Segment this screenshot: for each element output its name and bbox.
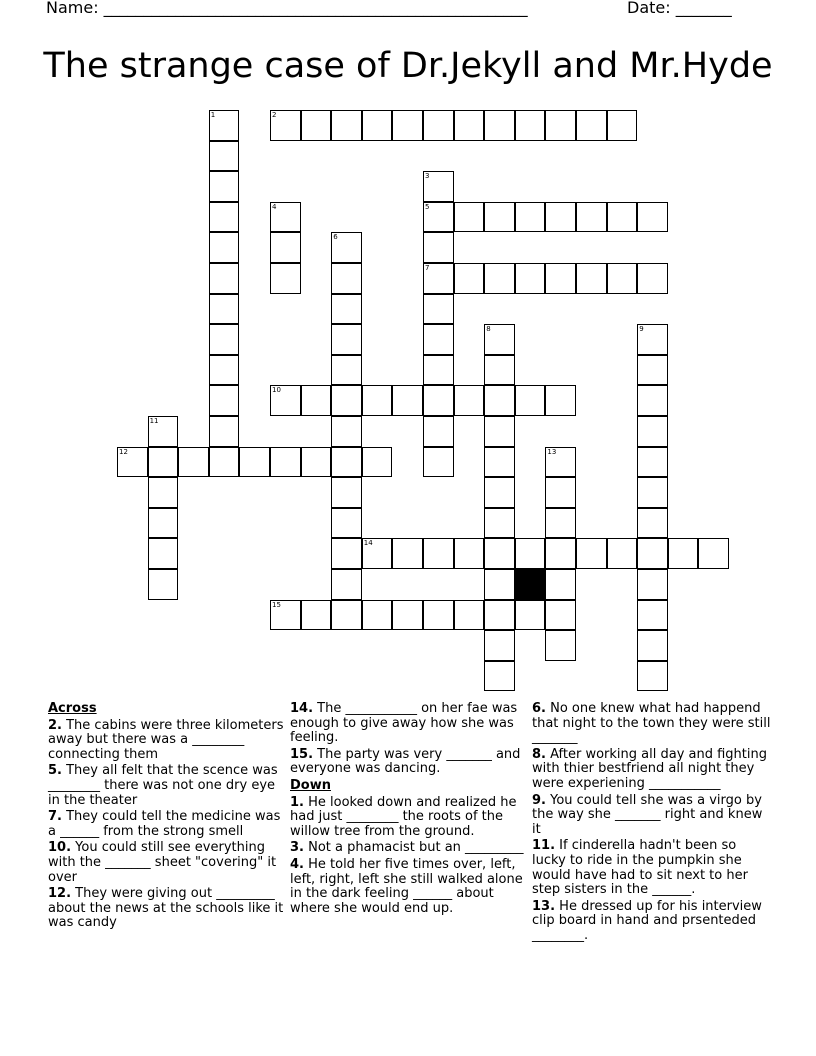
crossword-cell[interactable] bbox=[209, 263, 240, 294]
crossword-cell[interactable] bbox=[484, 202, 515, 233]
crossword-cell[interactable] bbox=[362, 385, 393, 416]
crossword-cell[interactable] bbox=[209, 232, 240, 263]
crossword-cell[interactable] bbox=[331, 416, 362, 447]
crossword-cell[interactable] bbox=[637, 600, 668, 631]
crossword-cell[interactable] bbox=[331, 508, 362, 539]
crossword-cell[interactable] bbox=[698, 538, 729, 569]
crossword-cell[interactable] bbox=[515, 538, 546, 569]
crossword-cell[interactable] bbox=[209, 416, 240, 447]
crossword-cell[interactable] bbox=[331, 385, 362, 416]
clue-item bbox=[290, 858, 526, 916]
crossword-cell[interactable] bbox=[331, 355, 362, 386]
crossword-cell[interactable] bbox=[484, 324, 515, 355]
crossword-cell[interactable] bbox=[270, 202, 301, 233]
clue-list-down-2 bbox=[532, 702, 772, 944]
clue-number: 14. bbox=[290, 701, 314, 716]
crossword-cell[interactable] bbox=[148, 538, 179, 569]
clue-item bbox=[290, 841, 526, 856]
clue-column-3 bbox=[532, 700, 772, 944]
crossword-cell[interactable] bbox=[637, 416, 668, 447]
crossword-cell[interactable] bbox=[270, 447, 301, 478]
crossword-cell[interactable] bbox=[607, 538, 638, 569]
crossword-cell[interactable] bbox=[331, 232, 362, 263]
clue-number: 11. bbox=[532, 838, 556, 854]
clue-number: 8. bbox=[532, 746, 546, 762]
clue-text: No one knew what had happend that night to the town they were still _______ bbox=[532, 701, 771, 746]
crossword-cell[interactable] bbox=[209, 447, 240, 478]
clue-number-label: 11 bbox=[149, 417, 159, 425]
crossword-cell[interactable] bbox=[545, 447, 576, 478]
crossword-cell[interactable] bbox=[637, 538, 668, 569]
crossword-cell[interactable] bbox=[148, 416, 179, 447]
crossword-cell[interactable] bbox=[331, 263, 362, 294]
clue-item bbox=[290, 796, 526, 840]
clue-item bbox=[532, 702, 772, 746]
clue-number: 2. bbox=[48, 717, 62, 733]
crossword-cell[interactable] bbox=[301, 385, 332, 416]
crossword-cell[interactable] bbox=[576, 538, 607, 569]
clue-item bbox=[48, 810, 284, 839]
crossword-cell[interactable] bbox=[454, 600, 485, 631]
crossword-cell[interactable] bbox=[423, 324, 454, 355]
clue-number-label: 10 bbox=[272, 386, 281, 395]
crossword-cell[interactable] bbox=[423, 294, 454, 325]
crossword-cell[interactable] bbox=[484, 477, 515, 508]
crossword-cell[interactable] bbox=[545, 385, 576, 416]
crossword-cell[interactable] bbox=[576, 110, 607, 141]
crossword-cell[interactable] bbox=[362, 110, 393, 141]
crossword-cell[interactable] bbox=[576, 202, 607, 233]
crossword-cell[interactable] bbox=[484, 447, 515, 478]
crossword-cell[interactable] bbox=[148, 447, 179, 478]
clue-number: 9. bbox=[532, 792, 546, 808]
clue-number: 1. bbox=[290, 794, 304, 810]
crossword-cell[interactable] bbox=[178, 447, 209, 478]
clue-item bbox=[48, 764, 284, 808]
clue-number-label: 9 bbox=[639, 325, 644, 334]
crossword-cell[interactable] bbox=[301, 110, 332, 141]
crossword-cell[interactable] bbox=[331, 110, 362, 141]
crossword-cell[interactable] bbox=[423, 232, 454, 263]
crossword-cell[interactable] bbox=[362, 600, 393, 631]
crossword-cell[interactable] bbox=[637, 324, 668, 355]
crossword-cell[interactable] bbox=[423, 538, 454, 569]
crossword-cell[interactable] bbox=[209, 202, 240, 233]
black-square bbox=[515, 569, 546, 600]
clue-text: The ___________ on her fae was enough to give away how she was feeling. bbox=[290, 701, 518, 746]
crossword-cell[interactable] bbox=[637, 477, 668, 508]
clue-text: He looked down and realized he had just ________ the roots of the willow tree from the ground. bbox=[290, 794, 517, 839]
clue-item bbox=[290, 702, 526, 746]
clue-text: He told her five times over, left, left, right, left she still walked alone in the dark feeling ______ about where she would end up. bbox=[290, 856, 523, 916]
crossword-cell[interactable] bbox=[668, 538, 699, 569]
crossword-cell[interactable] bbox=[545, 263, 576, 294]
crossword-cell[interactable] bbox=[392, 385, 423, 416]
clue-number-label: 7 bbox=[425, 264, 430, 272]
clue-number: 12. bbox=[48, 886, 72, 902]
down-heading: Down bbox=[290, 777, 331, 793]
date-field[interactable]: Date: _______ bbox=[627, 0, 732, 17]
crossword-cell[interactable] bbox=[484, 385, 515, 416]
clue-text: After working all day and fighting with thier bestfriend all night they were experiening ___________ bbox=[532, 746, 767, 791]
crossword-cell[interactable] bbox=[484, 569, 515, 600]
crossword-cell[interactable] bbox=[392, 600, 423, 631]
crossword-cell[interactable] bbox=[270, 385, 301, 416]
clue-number-label: 14 bbox=[363, 539, 373, 548]
crossword-cell[interactable] bbox=[515, 263, 546, 294]
clue-text: He dressed up for his interview clip board in hand and prsenteded ________. bbox=[532, 898, 762, 943]
crossword-cell[interactable] bbox=[637, 355, 668, 386]
clue-number-label: 15 bbox=[272, 600, 281, 609]
clue-number: 6. bbox=[532, 701, 546, 716]
clue-item bbox=[532, 748, 772, 792]
clue-number: 3. bbox=[290, 840, 304, 856]
crossword-cell[interactable] bbox=[545, 202, 576, 233]
crossword-cell[interactable] bbox=[423, 385, 454, 416]
crossword-cell[interactable] bbox=[209, 324, 240, 355]
crossword-cell[interactable] bbox=[331, 477, 362, 508]
crossword-cell[interactable] bbox=[484, 600, 515, 631]
crossword-cell[interactable] bbox=[423, 263, 454, 294]
crossword-cell[interactable] bbox=[454, 385, 485, 416]
crossword-cell[interactable] bbox=[423, 171, 454, 202]
clue-item bbox=[48, 841, 284, 885]
clue-number-label: 5 bbox=[425, 202, 430, 211]
crossword-cell[interactable] bbox=[607, 263, 638, 294]
crossword-cell[interactable] bbox=[423, 202, 454, 233]
crossword-cell[interactable] bbox=[270, 600, 301, 631]
crossword-cell[interactable] bbox=[484, 538, 515, 569]
crossword-cell[interactable] bbox=[148, 477, 179, 508]
crossword-cell[interactable] bbox=[637, 385, 668, 416]
crossword-cell[interactable] bbox=[484, 630, 515, 661]
crossword-cell[interactable] bbox=[484, 263, 515, 294]
crossword-cell[interactable] bbox=[484, 355, 515, 386]
clue-number-label: 12 bbox=[119, 447, 128, 456]
clue-number: 5. bbox=[48, 763, 62, 779]
crossword-cell[interactable] bbox=[637, 447, 668, 478]
crossword-cell[interactable] bbox=[454, 202, 485, 233]
crossword-cell[interactable] bbox=[209, 110, 240, 141]
crossword-cell[interactable] bbox=[637, 661, 668, 692]
crossword-cell[interactable] bbox=[270, 232, 301, 263]
crossword-cell[interactable] bbox=[331, 447, 362, 478]
clue-item bbox=[48, 887, 284, 931]
crossword-cell[interactable] bbox=[545, 110, 576, 141]
clue-text: If cinderella hadn't been so lucky to ride in the pumpkin she would have had to sit next to her step sisters in the ______. bbox=[532, 838, 748, 898]
clue-item bbox=[532, 794, 772, 838]
crossword-cell[interactable] bbox=[209, 355, 240, 386]
crossword-cell[interactable] bbox=[484, 508, 515, 539]
clue-text: The cabins were three kilometers away but there was a ________ connecting them bbox=[48, 717, 284, 762]
crossword-cell[interactable] bbox=[209, 385, 240, 416]
clue-text: You could still see everything with the _______ sheet "covering" it over bbox=[48, 840, 277, 885]
clue-number-label: 4 bbox=[272, 202, 277, 211]
name-field[interactable]: Name: _____________________________________________________ bbox=[46, 0, 528, 17]
crossword-cell[interactable] bbox=[637, 630, 668, 661]
crossword-cell[interactable] bbox=[270, 263, 301, 294]
crossword-cell[interactable] bbox=[515, 110, 546, 141]
clue-text: They were giving out _________ about the news at the schools like it was candy bbox=[48, 886, 284, 931]
crossword-cell[interactable] bbox=[484, 110, 515, 141]
clue-list-down-1 bbox=[290, 796, 526, 917]
crossword-cell[interactable] bbox=[637, 508, 668, 539]
clue-list-across-1 bbox=[48, 719, 284, 931]
crossword-cell[interactable] bbox=[515, 202, 546, 233]
crossword-cell[interactable] bbox=[270, 110, 301, 141]
clue-column-1 bbox=[48, 700, 284, 931]
crossword-cell[interactable] bbox=[545, 508, 576, 539]
crossword-cell[interactable] bbox=[331, 294, 362, 325]
clue-number-label: 1 bbox=[210, 111, 216, 119]
crossword-cell[interactable] bbox=[331, 569, 362, 600]
crossword-cell[interactable] bbox=[637, 263, 668, 294]
crossword-cell[interactable] bbox=[209, 171, 240, 202]
crossword-cell[interactable] bbox=[545, 477, 576, 508]
crossword-cell[interactable] bbox=[362, 447, 393, 478]
crossword-cell[interactable] bbox=[454, 263, 485, 294]
crossword-cell[interactable] bbox=[209, 141, 240, 172]
crossword-cell[interactable] bbox=[209, 294, 240, 325]
crossword-cell[interactable] bbox=[239, 447, 270, 478]
clue-number-label: 6 bbox=[333, 233, 338, 242]
crossword-cell[interactable] bbox=[423, 447, 454, 478]
clue-item bbox=[290, 748, 526, 777]
crossword-cell[interactable] bbox=[576, 263, 607, 294]
clue-item bbox=[532, 900, 772, 944]
crossword-cell[interactable] bbox=[331, 324, 362, 355]
crossword-cell[interactable] bbox=[607, 110, 638, 141]
clue-number: 7. bbox=[48, 809, 62, 825]
crossword-cell[interactable] bbox=[331, 538, 362, 569]
clue-text: They could tell the medicine was a ______ from the strong smell bbox=[48, 809, 281, 839]
crossword-cell[interactable] bbox=[637, 569, 668, 600]
crossword-cell[interactable] bbox=[637, 202, 668, 233]
crossword-cell[interactable] bbox=[607, 202, 638, 233]
crossword-cell[interactable] bbox=[148, 569, 179, 600]
crossword-cell[interactable] bbox=[545, 630, 576, 661]
crossword-cell[interactable] bbox=[423, 355, 454, 386]
crossword-cell[interactable] bbox=[362, 538, 393, 569]
crossword-cell[interactable] bbox=[148, 508, 179, 539]
crossword-cell[interactable] bbox=[545, 538, 576, 569]
clue-text: They all felt that the scence was ________ there was not one dry eye in the theater bbox=[48, 763, 278, 808]
clue-number: 4. bbox=[290, 856, 304, 872]
crossword-cell[interactable] bbox=[117, 447, 148, 478]
crossword-cell[interactable] bbox=[392, 110, 423, 141]
crossword-cell[interactable] bbox=[423, 110, 454, 141]
clue-number: 10. bbox=[48, 840, 72, 856]
clue-column-2 bbox=[290, 700, 526, 916]
across-heading: Across bbox=[48, 701, 97, 716]
crossword-cell[interactable] bbox=[423, 416, 454, 447]
clue-list-across-2 bbox=[290, 702, 526, 777]
clue-text: The party was very _______ and everyone was dancing. bbox=[290, 746, 521, 777]
crossword-cell[interactable] bbox=[515, 385, 546, 416]
clue-number-label: 2 bbox=[272, 111, 277, 119]
clue-number: 15. bbox=[290, 746, 314, 762]
clue-number-label: 8 bbox=[486, 325, 491, 334]
clue-number: 13. bbox=[532, 898, 556, 914]
crossword-cell[interactable] bbox=[545, 600, 576, 631]
clue-number-label: 13 bbox=[547, 447, 557, 456]
crossword-cell[interactable] bbox=[301, 447, 332, 478]
crossword-cell[interactable] bbox=[301, 600, 332, 631]
clue-item bbox=[48, 719, 284, 763]
clue-item bbox=[532, 839, 772, 897]
crossword-cell[interactable] bbox=[331, 600, 362, 631]
crossword-cell[interactable] bbox=[454, 538, 485, 569]
crossword-cell[interactable] bbox=[484, 661, 515, 692]
crossword-cell[interactable] bbox=[515, 600, 546, 631]
crossword-cell[interactable] bbox=[392, 538, 423, 569]
clue-text: You could tell she was a virgo by the way she _______ right and knew it bbox=[532, 792, 763, 837]
clue-number-label: 3 bbox=[425, 172, 430, 181]
clue-text: Not a phamacist but an _________ bbox=[303, 840, 524, 856]
crossword-cell[interactable] bbox=[423, 600, 454, 631]
crossword-cell[interactable] bbox=[454, 110, 485, 141]
crossword-cell[interactable] bbox=[545, 569, 576, 600]
puzzle-title: The strange case of Dr.Jekyll and Mr.Hyde bbox=[43, 46, 773, 86]
crossword-cell[interactable] bbox=[484, 416, 515, 447]
